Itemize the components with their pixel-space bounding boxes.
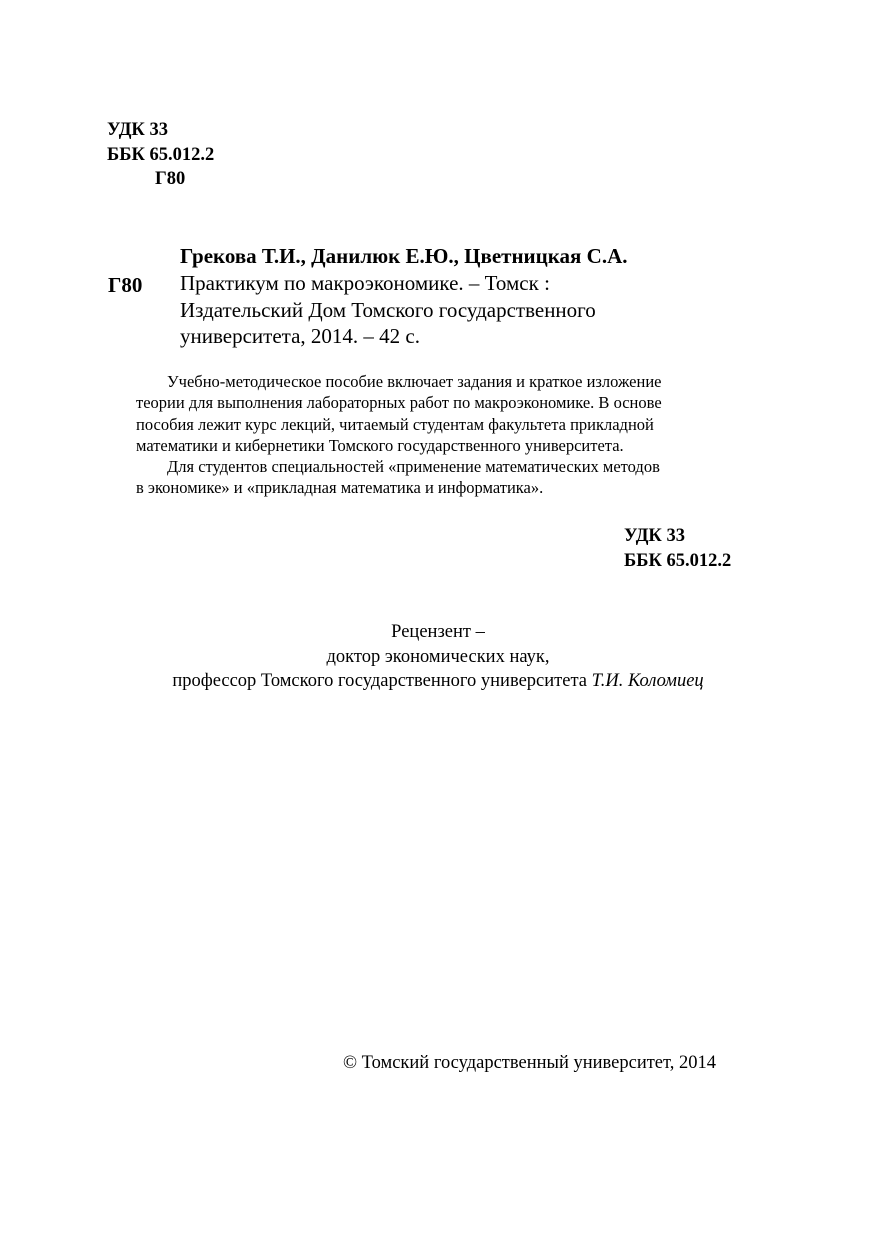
abstract-line: в экономике» и «прикладная математика и информатика». (136, 478, 544, 498)
author-sign-code: Г80 (155, 169, 186, 189)
reviewer-title: Рецензент – (391, 622, 485, 642)
reviewer-block (0, 620, 876, 694)
biblio-line: Издательский Дом Томского государственного (180, 297, 596, 322)
udk-code: УДК 33 (624, 526, 685, 546)
bbk-code: ББК 65.012.2 (624, 550, 732, 571)
reviewer-name: Т.И. Коломиец (591, 671, 704, 691)
reviewer-position: профессор Томского государственного университета (172, 671, 587, 691)
reviewer-degree: доктор экономических наук, (326, 646, 550, 667)
bbk-code: ББК 65.012.2 (107, 144, 215, 165)
abstract-line: пособия лежит курс лекций, читаемый студентам факультета прикладной (136, 414, 654, 434)
udk-code: УДК 33 (107, 120, 168, 140)
reviewer-position-line (0, 669, 876, 694)
author-sign-side: Г80 (108, 273, 143, 297)
abstract-line: математики и кибернетики Томского государственного университета. (136, 435, 624, 455)
authors-heading: Грекова Т.И., Данилюк Е.Ю., Цветницкая С.А. (180, 244, 628, 268)
copyright-notice: © Томский государственный университет, 2014 (343, 1053, 716, 1073)
bibliographic-description (180, 270, 596, 350)
bottom-classification-codes (624, 524, 731, 573)
abstract-line: Для студентов специальностей «применение математических методов (167, 457, 660, 477)
top-classification-codes (107, 118, 214, 192)
biblio-line: Практикум по макроэкономике. – Томск : (180, 271, 550, 295)
abstract-line: теории для выполнения лабораторных работ по макроэкономике. В основе (136, 393, 662, 413)
biblio-line: университета, 2014. – 42 с. (180, 324, 420, 348)
abstract (136, 371, 756, 499)
abstract-line: Учебно-методическое пособие включает задания и краткое изложение (167, 372, 662, 391)
